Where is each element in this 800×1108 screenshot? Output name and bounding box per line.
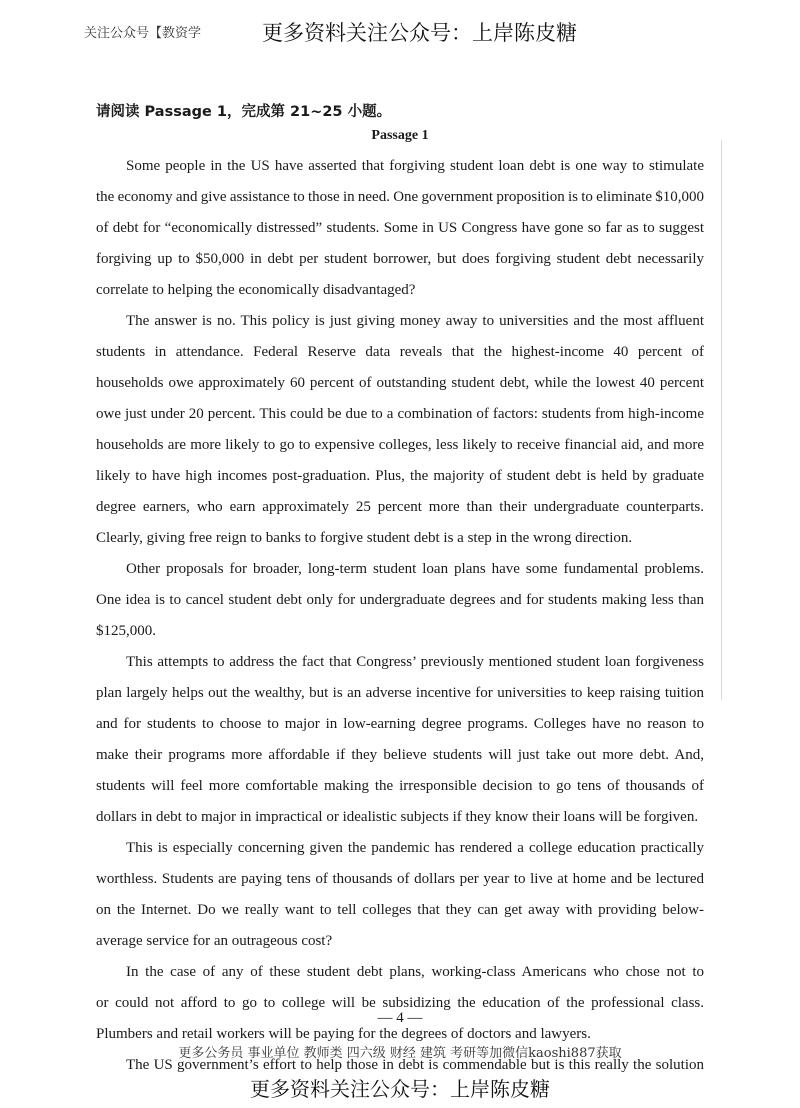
paragraph-line: households owe approximately 60 percent of outstanding student debt, while the lowest 40 percent bbox=[96, 375, 704, 391]
paragraph-line: Clearly, giving free reign to banks to forgive student debt is a step in the wrong direction. bbox=[96, 530, 633, 546]
passage-title: Passage 1 bbox=[371, 128, 429, 143]
paragraph-line: on the Internet. Do we really want to tell colleges that they can get away with providing below- bbox=[96, 902, 704, 918]
paragraph bbox=[96, 833, 704, 957]
paragraph-line: forgiving up to $50,000 in debt per student borrower, but does forgiving student debt necessarily bbox=[96, 251, 704, 267]
scan-artifact-line bbox=[721, 140, 722, 700]
reading-instruction: 请阅读 Passage 1，完成第 21~25 小题。 bbox=[96, 104, 392, 120]
paragraph bbox=[96, 647, 704, 833]
paragraph-line: make their programs more affordable if they believe students will just take out more debt. And, bbox=[96, 747, 704, 763]
paragraph-line: and for students to choose to major in low-earning degree programs. Colleges have no reason to bbox=[96, 716, 704, 732]
footer-ad-line: 更多公务员 事业单位 教师类 四六级 财经 建筑 考研等加微信kaoshi887获取 bbox=[178, 1046, 622, 1061]
paragraph-line: The answer is no. This policy is just giving money away to universities and the most affluent bbox=[126, 313, 704, 329]
paragraph-line: correlate to helping the economically disadvantaged? bbox=[96, 282, 416, 298]
paragraph-line: of debt for “economically distressed” students. Some in US Congress have gone so far as to suggest bbox=[96, 220, 704, 236]
paragraph bbox=[96, 554, 704, 647]
header-watermark-left: 关注公众号【教资学 bbox=[84, 26, 202, 41]
paragraph bbox=[96, 306, 704, 554]
paragraph-line: Some people in the US have asserted that forgiving student loan debt is one way to stimulate bbox=[126, 158, 704, 174]
paragraph-line: or could not afford to go to college will be subsidizing the education of the professional class. bbox=[96, 995, 704, 1011]
paragraph-line: In the case of any of these student debt plans, working-class Americans who chose not to bbox=[126, 964, 704, 980]
paragraph-line: This is especially concerning given the pandemic has rendered a college education practically bbox=[126, 840, 704, 856]
paragraph bbox=[96, 151, 704, 306]
footer-watermark: 更多资料关注公众号：上岸陈皮糖 bbox=[250, 1077, 550, 1101]
paragraph-line: plan largely helps out the wealthy, but is an adverse incentive for universities to keep raising tuition bbox=[96, 685, 704, 701]
passage-body bbox=[96, 151, 704, 1081]
paragraph-line: owe just under 20 percent. This could be due to a combination of factors: students from high-income bbox=[96, 406, 704, 422]
paragraph-line: The US government’s effort to help those in debt is commendable but is this really the solution bbox=[126, 1057, 704, 1073]
paragraph bbox=[96, 957, 704, 1050]
paragraph-line: the economy and give assistance to those in need. One government proposition is to eliminate $10,000 bbox=[96, 189, 704, 205]
paragraph-line: students will feel more comfortable making the irresponsible decision to go tens of thousands of bbox=[96, 778, 704, 794]
paragraph-line: likely to have high incomes post-graduation. Plus, the majority of student debt is held by graduate bbox=[96, 468, 704, 484]
paragraph-line: degree earners, who earn approximately 25 percent more than their undergraduate counterparts. bbox=[96, 499, 704, 515]
paragraph-line: Other proposals for broader, long-term student loan plans have some fundamental problems. bbox=[126, 561, 704, 577]
paragraph-line: Plumbers and retail workers will be paying for the degrees of doctors and lawyers. bbox=[96, 1026, 591, 1042]
paragraph-line: worthless. Students are paying tens of thousands of dollars per year to live at home and be lectured bbox=[96, 871, 704, 887]
paragraph-line: households are more likely to go to expensive colleges, less likely to receive financial aid, and more bbox=[96, 437, 704, 453]
header-watermark: 更多资料关注公众号：上岸陈皮糖 bbox=[262, 21, 577, 45]
paragraph-line: $125,000. bbox=[96, 623, 156, 639]
paragraph-line: This attempts to address the fact that Congress’ previously mentioned student loan forgiveness bbox=[126, 654, 704, 670]
page-number: — 4 — bbox=[377, 1010, 423, 1026]
paragraph-line: students in attendance. Federal Reserve data reveals that the highest-income 40 percent of bbox=[96, 344, 704, 360]
paragraph-line: One idea is to cancel student debt only for undergraduate degrees and for students making less than bbox=[96, 592, 704, 608]
paragraph-line: dollars in debt to major in impractical or idealistic subjects if they know their loans will be forgiven. bbox=[96, 809, 699, 825]
paragraph-line: average service for an outrageous cost? bbox=[96, 933, 333, 949]
